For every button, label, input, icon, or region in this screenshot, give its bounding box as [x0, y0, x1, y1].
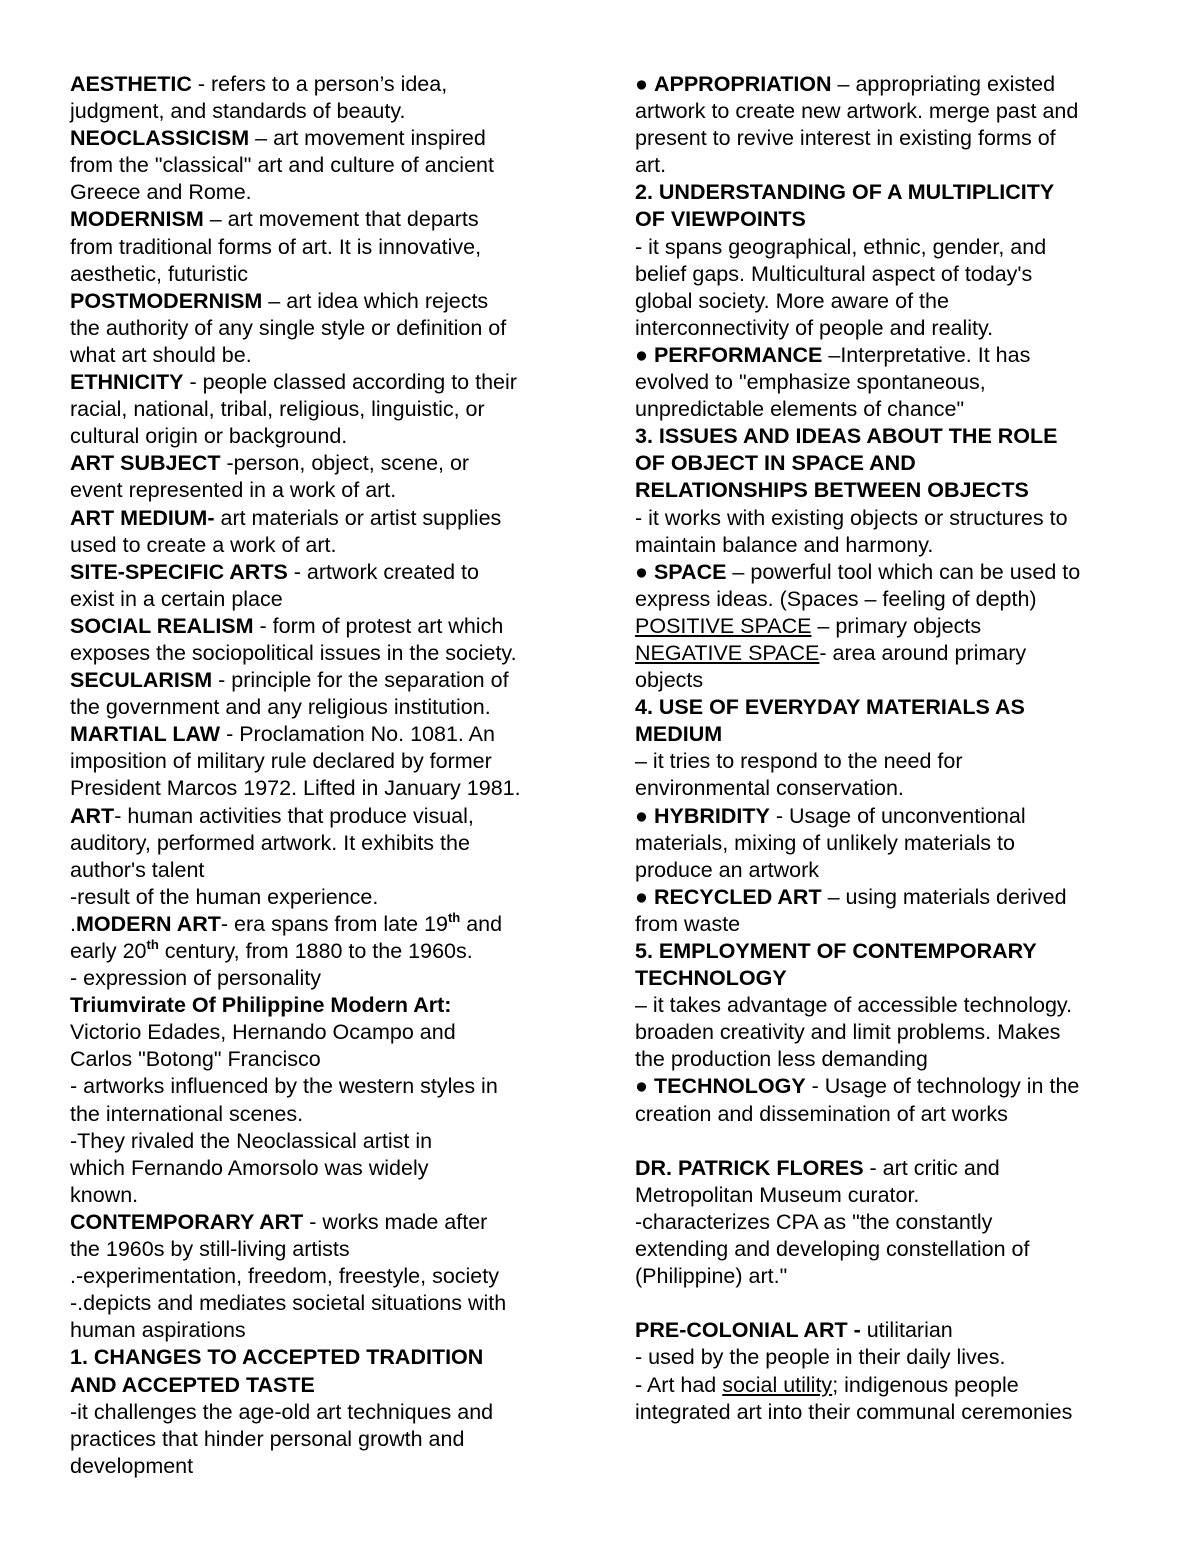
def-postmodernism	[70, 288, 570, 315]
def-text: extending and developing constellation of	[635, 1237, 1030, 1262]
def-text: imposition of military rule declared by former	[70, 749, 492, 774]
term-modern-art: MODERN ART	[75, 911, 221, 936]
def-hybridity	[635, 803, 1135, 830]
def-text: - Usage of technology in the	[805, 1074, 1080, 1099]
def-secularism	[70, 667, 570, 694]
term-art-medium: ART MEDIUM-	[70, 505, 215, 530]
def-text: auditory, performed artwork. It exhibits the	[70, 830, 470, 855]
def-text: – powerful tool which can be used to	[726, 559, 1081, 584]
def-text: - works made after	[303, 1209, 488, 1234]
def-text: belief gaps. Multicultural aspect of today's	[635, 261, 1033, 286]
term-patrick-flores: DR. PATRICK FLORES	[635, 1155, 864, 1180]
def-text: century, from 1880 to the 1960s.	[158, 939, 473, 963]
section-heading-1: AND ACCEPTED TASTE	[70, 1372, 315, 1397]
def-text: the production less demanding	[635, 1047, 928, 1072]
term-aesthetic: AESTHETIC	[70, 72, 192, 96]
def-positive-space	[635, 613, 1135, 640]
bullet-icon: ●	[635, 559, 654, 584]
def-text: - Usage of unconventional	[769, 803, 1026, 828]
def-ethnicity	[70, 369, 570, 396]
superscript: th	[146, 937, 159, 952]
def-text: -.depicts and mediates societal situations with	[70, 1291, 507, 1316]
def-text: – it takes advantage of accessible technology.	[635, 993, 1073, 1018]
term-modernism: MODERNISM	[70, 207, 204, 232]
term-space: SPACE	[653, 559, 727, 584]
def-text: early 20	[70, 939, 147, 963]
term-art-subject: ART SUBJECT	[70, 451, 221, 476]
def-text: - Proclamation No. 1081. An	[220, 722, 495, 747]
def-text: maintain balance and harmony.	[635, 532, 934, 557]
def-text: (Philippine) art."	[635, 1264, 788, 1289]
bullet-icon: ●	[635, 803, 654, 828]
bullet-icon: ●	[635, 342, 654, 367]
section-heading-5: 5. EMPLOYMENT OF CONTEMPORARY	[635, 939, 1037, 963]
def-text: used to create a work of art.	[70, 532, 337, 557]
right-column	[635, 71, 1135, 1426]
section-heading-3: OF OBJECT IN SPACE AND	[635, 451, 916, 476]
def-text: judgment, and standards of beauty.	[70, 99, 406, 124]
term-secularism: SECULARISM	[70, 668, 213, 693]
term-appropriation: APPROPRIATION	[653, 72, 832, 96]
def-text: - artworks influenced by the western styles in	[70, 1074, 498, 1099]
def-text: – appropriating existed	[831, 72, 1056, 96]
def-text: - expression of personality	[70, 966, 321, 991]
section-heading-5: TECHNOLOGY	[635, 966, 787, 991]
def-text: aesthetic, futuristic	[70, 261, 249, 286]
def-neoclassicism	[70, 125, 570, 152]
def-text: the 1960s by still-living artists	[70, 1237, 350, 1262]
def-text: interconnectivity of people and reality.	[635, 315, 994, 340]
def-text: -They rivaled the Neoclassical artist in	[70, 1128, 433, 1153]
def-text: from waste	[635, 911, 741, 936]
def-text: from traditional forms of art. It is innovative,	[70, 234, 482, 259]
def-text: President Marcos 1972. Lifted in January 1981.	[70, 776, 521, 801]
section-heading-2: 2. UNDERSTANDING OF A MULTIPLICITY	[635, 180, 1055, 205]
def-text: - human activities that produce visual,	[114, 803, 474, 828]
def-text: art materials or artist supplies	[214, 505, 502, 530]
def-text: the international scenes.	[70, 1101, 304, 1126]
def-text: from the "classical" art and culture of ancient	[70, 153, 494, 178]
def-text: – primary objects	[811, 613, 982, 638]
section-heading-4: 4. USE OF EVERYDAY MATERIALS AS	[635, 695, 1025, 720]
def-text: express ideas. (Spaces – feeling of depth)	[635, 586, 1037, 611]
def-text: produce an artwork	[635, 857, 820, 882]
def-text: practices that hinder personal growth and	[70, 1426, 465, 1451]
def-social-realism	[70, 613, 570, 640]
def-text: ; indigenous people	[832, 1372, 1019, 1397]
def-text: broaden creativity and limit problems. Makes	[635, 1020, 1061, 1045]
bullet-icon: ●	[635, 884, 654, 909]
term-pre-colonial-art: PRE-COLONIAL ART -	[635, 1318, 861, 1343]
def-text: which Fernando Amorsolo was widely	[70, 1155, 429, 1180]
def-text: integrated art into their communal ceremonies	[635, 1399, 1073, 1424]
heading-triumvirate: Triumvirate Of Philippine Modern Art:	[70, 993, 452, 1018]
def-text: present to revive interest in existing forms of	[635, 126, 1056, 151]
def-text: utilitarian	[860, 1318, 953, 1343]
blank-line	[635, 1128, 1135, 1155]
def-text: -characterizes CPA as "the constantly	[635, 1209, 993, 1234]
def-text: known.	[70, 1182, 139, 1207]
bullet-icon: ●	[635, 1074, 654, 1099]
term-martial-law: MARTIAL LAW	[70, 722, 221, 747]
def-contemporary-art	[70, 1209, 570, 1236]
section-heading-3: RELATIONSHIPS BETWEEN OBJECTS	[635, 478, 1029, 503]
section-heading-2: OF VIEWPOINTS	[635, 207, 806, 232]
def-text: racial, national, tribal, religious, linguistic, or	[70, 397, 485, 422]
def-text: - it works with existing objects or structures to	[635, 505, 1068, 530]
def-text: – art movement inspired	[249, 126, 486, 151]
blank-line	[635, 1290, 1135, 1317]
def-appropriation	[635, 71, 1135, 98]
def-text: and	[460, 911, 503, 936]
def-text: - area around primary	[819, 640, 1027, 665]
def-text: materials, mixing of unlikely materials to	[635, 830, 1015, 855]
def-space	[635, 559, 1135, 586]
term-hybridity: HYBRIDITY	[653, 803, 770, 828]
term-social-utility: social utility	[722, 1372, 833, 1397]
def-patrick-flores	[635, 1155, 1135, 1182]
term-performance: PERFORMANCE	[653, 342, 823, 367]
superscript: th	[447, 909, 461, 925]
def-text: – using materials derived	[821, 884, 1067, 909]
term-negative-space: NEGATIVE SPACE	[635, 640, 820, 665]
def-text: - form of protest art which	[253, 613, 504, 638]
def-text: –Interpretative. It has	[822, 342, 1031, 367]
def-text: Carlos "Botong" Francisco	[70, 1047, 321, 1072]
term-technology: TECHNOLOGY	[653, 1074, 806, 1099]
term-postmodernism: POSTMODERNISM	[70, 288, 263, 313]
def-performance	[635, 342, 1135, 369]
def-text: - it spans geographical, ethnic, gender, and	[635, 234, 1047, 259]
term-positive-space: POSITIVE SPACE	[635, 613, 812, 638]
def-text: cultural origin or background.	[70, 424, 348, 449]
term-ethnicity: ETHNICITY	[70, 370, 184, 395]
term-neoclassicism: NEOCLASSICISM	[70, 126, 250, 151]
def-text: objects	[635, 668, 704, 693]
def-text: human aspirations	[70, 1318, 246, 1343]
term-art: ART	[70, 803, 115, 828]
def-text: - Art had	[635, 1372, 723, 1397]
def-text: .-experimentation, freedom, freestyle, society	[70, 1264, 499, 1289]
def-line	[70, 938, 570, 965]
def-art-subject	[70, 450, 570, 477]
def-social-utility	[635, 1372, 1135, 1399]
def-text: Metropolitan Museum curator.	[635, 1182, 920, 1207]
def-text: what art should be.	[70, 342, 252, 367]
def-art	[70, 803, 570, 830]
def-text: global society. More aware of the	[635, 288, 949, 313]
def-text: -result of the human experience.	[70, 884, 379, 909]
def-modernism	[70, 206, 570, 233]
def-text: Victorio Edades, Hernando Ocampo and	[70, 1020, 456, 1045]
def-text: - era spans from late 19	[220, 911, 448, 936]
def-pre-colonial-art	[635, 1317, 1135, 1344]
def-text: environmental conservation.	[635, 776, 904, 801]
term-recycled-art: RECYCLED ART	[653, 884, 822, 909]
def-art-medium	[70, 505, 570, 532]
section-heading-3: 3. ISSUES AND IDEAS ABOUT THE ROLE	[635, 424, 1058, 449]
section-heading-4: MEDIUM	[635, 722, 723, 747]
def-text: - art critic and	[863, 1155, 1000, 1180]
def-text: creation and dissemination of art works	[635, 1101, 1008, 1126]
def-recycled-art	[635, 884, 1135, 911]
def-text: the authority of any single style or definition of	[70, 315, 507, 340]
def-aesthetic	[70, 71, 570, 98]
def-text: event represented in a work of art.	[70, 478, 397, 503]
def-text: Greece and Rome.	[70, 180, 252, 205]
def-text: exist in a certain place	[70, 586, 283, 611]
prefix-dot: .	[70, 911, 76, 936]
def-site-specific	[70, 559, 570, 586]
def-technology	[635, 1073, 1135, 1100]
def-text: - refers to a person’s idea,	[191, 72, 448, 96]
def-text: - used by the people in their daily lives.	[635, 1345, 1006, 1370]
term-contemporary-art: CONTEMPORARY ART	[70, 1209, 304, 1234]
def-text: evolved to "emphasize spontaneous,	[635, 370, 986, 395]
def-text: art.	[635, 153, 667, 178]
def-text: - people classed according to their	[183, 370, 517, 395]
def-text: -person, object, scene, or	[220, 451, 470, 476]
def-text: - principle for the separation of	[212, 668, 509, 693]
def-text: artwork to create new artwork. merge past and	[635, 99, 1079, 124]
def-text: – art movement that departs	[203, 207, 479, 232]
def-text: – art idea which rejects	[262, 288, 489, 313]
def-martial-law	[70, 721, 570, 748]
def-negative-space	[635, 640, 1135, 667]
def-text: -it challenges the age-old art techniques and	[70, 1399, 494, 1424]
bullet-icon: ●	[635, 72, 654, 96]
left-column	[70, 71, 570, 1480]
def-text: exposes the sociopolitical issues in the society.	[70, 640, 517, 665]
def-text: development	[70, 1453, 194, 1478]
term-site-specific: SITE-SPECIFIC ARTS	[70, 559, 288, 584]
def-text: unpredictable elements of chance"	[635, 397, 965, 422]
def-text: – it tries to respond to the need for	[635, 749, 963, 774]
def-modern-art	[70, 911, 570, 938]
def-text: author's talent	[70, 857, 205, 882]
def-text: the government and any religious institution.	[70, 695, 491, 720]
term-social-realism: SOCIAL REALISM	[70, 613, 254, 638]
def-text: - artwork created to	[287, 559, 479, 584]
section-heading-1: 1. CHANGES TO ACCEPTED TRADITION	[70, 1345, 484, 1370]
